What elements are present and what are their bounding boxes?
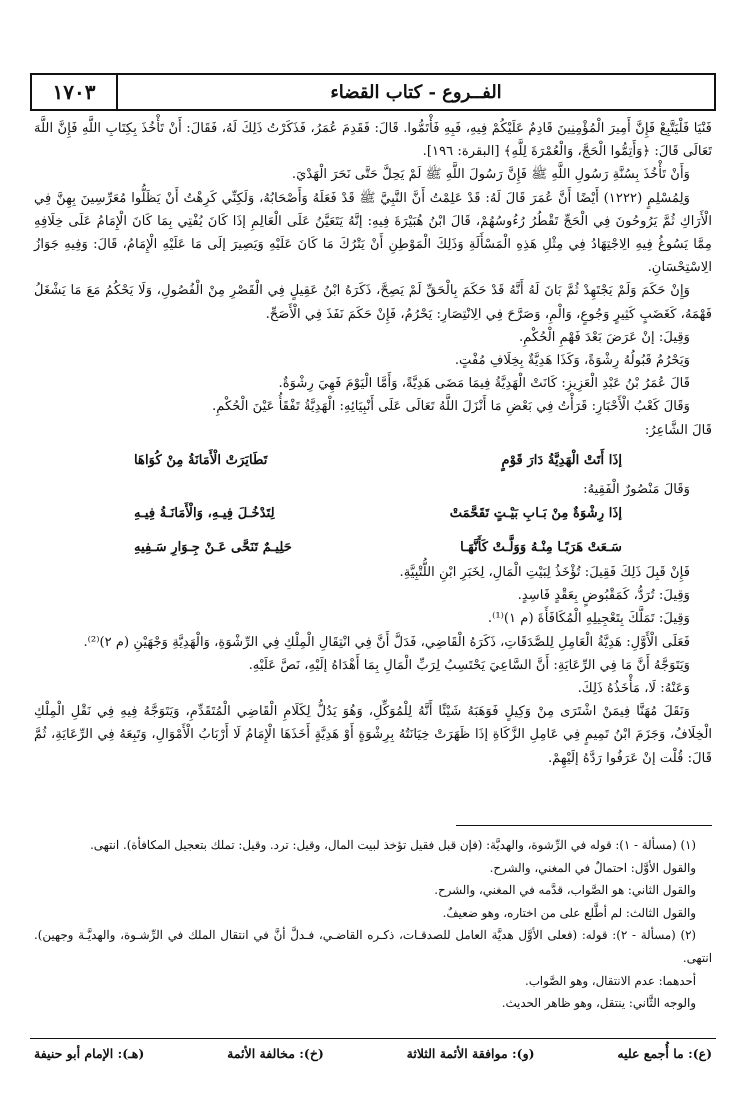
footnote-line: والقول الثالث: لم أطَّلع على من اختاره، وهو ضعيفٌ. [442, 905, 696, 920]
paragraph: وَلِمُسْلِمٍ (١٢٢٢) أَيْضًا أَنَّ عُمَرَ قَالَ لَهُ: قَدْ عَلِمْتُ أَنَّ النَّبِيَّ ﷺ قَدْ فَعَلَهُ وَأَصْحَابُهُ، وَلَكِنِّي كَرِهْتُ أَنْ يَظَلُّوا مُعَرِّسِينَ بِهِنَّ فِي الْأَرَاكِ ثُمَّ يَرُوحُونَ فِي الْحَجِّ تَقْطُرُ رُءُوسُهُمْ، قَالَ ابْنُ هُبَيْرَةَ فِيهِ: إنَّهُ يَتَعَيَّنُ عَلَى الْعَالِمِ إذَا كَانَ يُفْتِي بِمَا كَانَ الْإِمَامُ عَلَى خِلَافِهِ مِمَّا يَسُوغُ فِيهِ الِاجْتِهَادُ فِي مِثْلِ هَذِهِ الْمَسْأَلَةِ وَذَلِكَ الْمَوْطِنِ أَنْ يَتْرُكَ مَا كَانَ عَلَيْهِ وَيَصِيرَ إلَى مَا عَلَيْهِ الْإِمَامُ، قَالَ: وَفِيهِ جَوَازُ الِاسْتِحْسَانِ. [34, 190, 712, 276]
footnote-line: والقول الثاني: هو الصَّواب، قدَّمه في المغني، والشرح. [434, 883, 696, 898]
paragraph: فَإِنْ قَبِلَ ذَلِكَ فَقِيلَ: تُؤْخَذُ لِبَيْتِ الْمَالِ، لِخَبَرِ ابْنِ اللُّتْبِيَّةِ. [399, 565, 690, 581]
paragraph: وَقِيلَ: تُرَدُّ، كَمَقْبُوضٍ بِعَقْدٍ فَاسِدٍ. [517, 588, 690, 604]
verse-hemistich: لِتَدْخُـلَ فِيـهِ، وَالْأَمَانَـةُ فِيـهِ [134, 506, 275, 522]
verse-hemistich: إذَا أَتَتْ الْهَدِيَّةُ دَارَ قَوْمٍ [501, 452, 622, 468]
legend-item: (ع): ما أُجمع عليه [617, 1046, 712, 1061]
symbol-legend [34, 1046, 712, 1066]
verse-hemistich: حَلِيـمٌ تَنَحَّى عَـنْ جِـوَارِ سَـفِيهِ [134, 540, 292, 556]
paragraph: وَعَنْهُ: لَا، مَأْخَذُهُ ذَلِكَ. [577, 681, 690, 697]
legend-separator [30, 1038, 716, 1039]
page-number: ١٧٠٣ [32, 75, 118, 109]
paragraph: قَالَ الشَّاعِرُ: [644, 422, 712, 438]
legend-item: (و): موافقة الأئمة الثلاثة [406, 1046, 535, 1061]
footnote: (١) (مسألة - ١): قوله في الرِّشوة، والهديَّة: (فإن قبل فقيل تؤخذ لبيت المال، وقيل: ترد. وقيل: تملك بتعجيل المكافأة). انتهى. [90, 838, 696, 852]
paragraph: وَنَقَلَ مُهَنَّا فِيمَنْ اشْتَرَى مِنْ وَكِيلٍ فَوَهَبَهُ شَيْئًا أَنَّهُ لِلْمُوَكِّلِ، وَهُوَ يَدُلُّ لِكَلَامِ الْقَاضِي الْمُتَقَدِّمِ، وَيَتَوَجَّهُ فِيهِ فِي نَقْلِ الْمِلْكِ الْخِلَافُ، وَجَزَمَ ابْنُ تَمِيمٍ فِي عَامِلِ الزَّكَاةِ إذَا ظَهَرَتْ خِيَانَتُهُ بِرِشْوَةٍ أَوْ هَدِيَّةٍ أَخَذَهَا الْإِمَامُ لَا أَرْبَابُ الْأَمْوَالِ، وَتَبِعَهُ فِي الرِّعَايَةِ، ثُمَّ قَالَ: قُلْت إنْ عَرَفُوا رَدَّهُ إلَيْهِمْ. [34, 704, 712, 766]
poetry-verse [34, 501, 712, 527]
legend-item: (هـ): الإمام أبو حنيفة [34, 1046, 145, 1061]
footnote-line: والقول الأوَّل: احتمالٌ في المغني، والشرح. [489, 860, 696, 875]
poetry-verse [34, 535, 712, 561]
poetry-block [34, 501, 712, 561]
footnote-line: أحدهما: عدم الانتقال، وهو الصَّواب. [524, 973, 696, 988]
paragraph: وَيَحْرُمُ قَبُولُهُ رِشْوَةً، وَكَذَا هَدِيَّةٌ بِخِلَافِ مُفْتٍ. [454, 353, 690, 369]
footnote-line: والوجه الثَّاني: ينتقل، وهو ظاهر الحديث. [501, 996, 696, 1011]
verse-hemistich: تَطَايَرَتْ الْأَمَانَةُ مِنْ كُوَاهَا [134, 452, 268, 468]
paragraph: فَعَلَى الْأَوَّلِ: هَدِيَّةُ الْعَامِلِ لِلصَّدَقَاتِ، ذَكَرَهُ الْقَاضِي، فَدَلَّ أَنَّ فِي انْتِقَالِ الْمِلْكِ فِي الرِّشْوَةِ، وَالْهَدِيَّةِ وَجْهَيْنِ (م ٢)⁽²⁾. [83, 634, 690, 650]
main-text [34, 117, 712, 770]
verse-hemistich: سَـعَتْ هَرَبًـا مِنْـهُ وَوَلَّـتْ كَأَنَّهَـا [460, 540, 622, 556]
footnotes [34, 834, 712, 1015]
footnote: (٢) (مسألة - ٢): قوله: (فعلى الأوَّل هديَّة العامل للصدقـات، ذكـره القاضـي، فـدلَّ أنَّ في انتقال الملك في الرِّشـوة، والهديَّـة وجهين). انتهى. [34, 928, 712, 965]
paragraph: قَالَ عُمَرُ بْنُ عَبْدِ الْعَزِيزِ: كَانَتْ الْهَدِيَّةُ فِيمَا مَضَى هَدِيَّةً، وَأَمَّا الْيَوْمَ فَهِيَ رِشْوَةٌ. [278, 376, 690, 392]
paragraph: وَقَالَ كَعْبُ الْأَحْبَارِ: قَرَأْتُ فِي بَعْضِ مَا أَنْزَلَ اللَّهُ تَعَالَى عَلَى أَنْبِيَائِهِ: الْهَدِيَّةُ تَفْقَأُ عَيْنَ الْحُكْمِ. [212, 399, 690, 415]
paragraph: وَقَالَ مَنْصُورٌ الْفَقِيهُ: [583, 481, 690, 497]
paragraph: وَقِيلَ: إنْ عَرَضَ بَعْدَ فَهْمِ الْحُكْمِ. [518, 329, 690, 345]
paragraph: وَيَتَوَجَّهُ أَنَّ مَا فِي الرِّعَايَةِ: أَنَّ السَّاعِيَ يَحْتَسِبُ لِرَبِّ الْمَالِ بِمَا أَهْدَاهُ إلَيْهِ، نَصَّ عَلَيْهِ. [248, 657, 690, 673]
running-title: الفــروع - كتاب القضاء [330, 81, 502, 103]
legend-item: (خ): مخالفة الأئمة [227, 1046, 324, 1061]
paragraph: فَنْيَا فَلْيَتَّبِعْ فَإِنَّ أَمِيرَ الْمُؤْمِنِينَ قَادِمٌ عَلَيْكُمْ فِيهِ، فَبِهِ فَأْتَمُّوا. قَالَ: فَقَدِمَ عُمَرُ، فَذَكَرْتُ ذَلِكَ لَهُ، فَقَالَ: أَنْ تَأْخُذَ بِكِتَابِ اللَّهِ فَإِنَّ اللَّهَ تَعَالَى قَالَ: ﴿وَأَتِمُّوا الْحَجَّ، وَالْعُمْرَةَ لِلَّهِ﴾ [البقرة: ١٩٦]. [34, 121, 712, 160]
footnote-separator [456, 825, 712, 826]
poetry-verse [34, 448, 712, 474]
paragraph: وَقِيلَ: تَمَلَّكَ بِتَعْجِيلِهِ الْمُكَافَأَةَ (م ١)⁽¹⁾. [487, 611, 690, 627]
paragraph: وَإِنْ حَكَمَ وَلَمْ يَجْتَهِدْ ثُمَّ بَانَ لَهُ أَنَّهُ قَدْ حَكَمَ بِالْحَقِّ لَمْ يَصِحَّ، ذَكَرَهُ ابْنُ عَقِيلٍ فِي الْقَصْرِ مِنْ الْفُصُولِ، وَلَا يَحْكُمُ مَعَ مَا يَشْغَلُ فَهْمَهُ، كَغَضَبٍ كَثِيرٍ وَجُوعٍ، وَالْمِ، وَصَرَّحَ فِي الِانْتِصَارِ: يَحْرُمُ، فَإِنْ حَكَمَ نَفَذَ فِي الْأَصَحِّ. [34, 283, 712, 322]
verse-hemistich: إذَا رِشْوَةٌ مِنْ بَـابِ بَيْـتٍ تَقَحَّمَتْ [449, 506, 622, 522]
paragraph: وَأَنْ تَأْخُذَ بِسُنَّةِ رَسُولِ اللَّهِ ﷺ فَإِنَّ رَسُولَ اللَّهِ ﷺ لَمْ يَحِلَّ حَتَّى نَحَرَ الْهَدْيَ. [291, 167, 690, 183]
page-header [30, 73, 716, 111]
